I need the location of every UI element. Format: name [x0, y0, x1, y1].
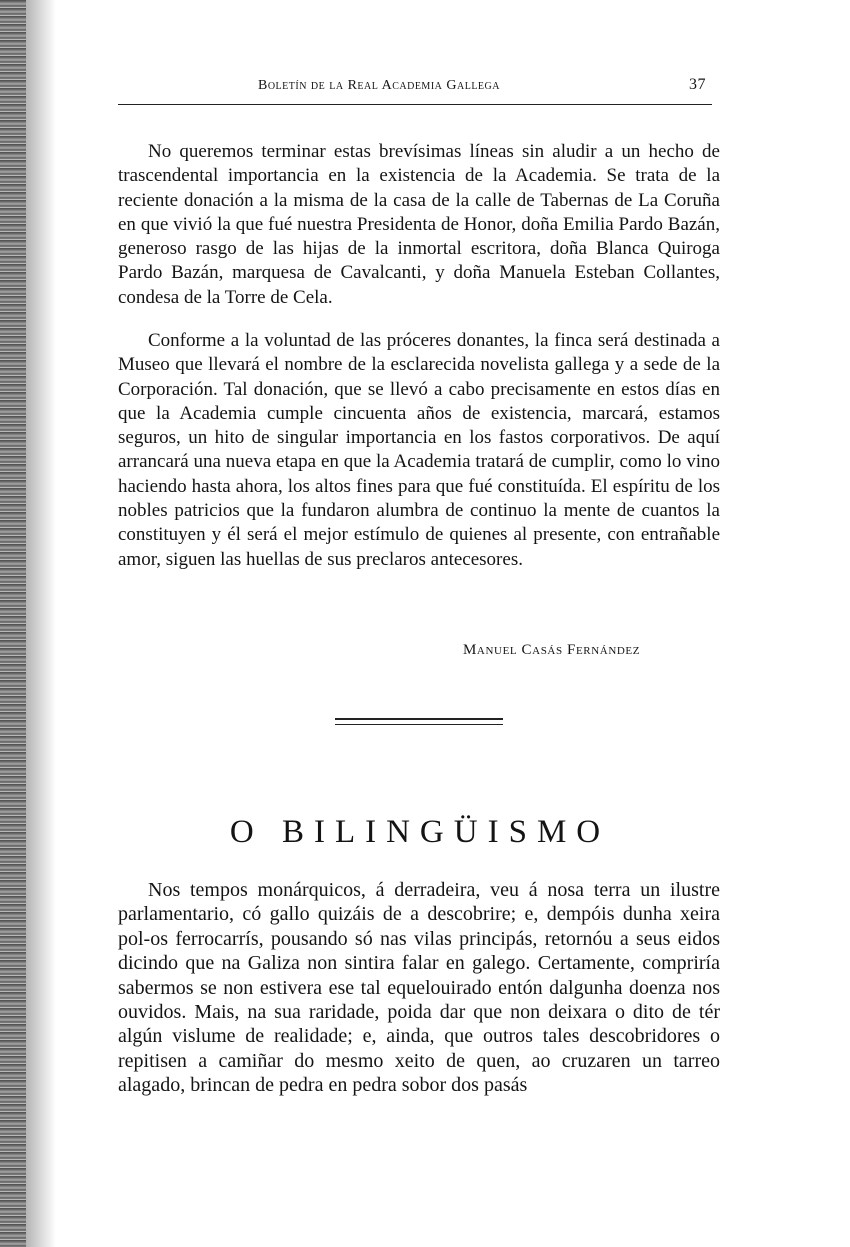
journal-title: Boletín de la Real Academia Gallega	[258, 78, 500, 93]
running-head	[118, 76, 712, 100]
article-title: O BILINGÜISMO	[229, 814, 611, 851]
book-spine-shadow	[0, 0, 26, 1247]
author-signature: Manuel Casás Fernández	[463, 642, 641, 658]
article2-paragraph-1: Nos tempos monárquicos, á derradeira, veu á nosa terra un ilustre parlamentario, có gallo quizáis de a descobrire; e, dempóis dunha xeira pol-os ferrocarrís, pousando só nas vilas principás, retornóu a seus eidos dicindo que na Galiza non sintira falar en galego. Certamente, compriría sabermos se non estivera ese tal equelouirado entón dalgunha doenza nos ouvidos. Mais, na sua raridade, poida dar que non deixara o dito de tér algún vislume de realidade; e, ainda, que outros tales descobridores o repitisen a camiñar do mesmo xeito de quen, ao cruzaren un tarreo alagado, brincan de pedra en pedra sobor dos pasás	[118, 879, 720, 1097]
article1-paragraph-1: No queremos terminar estas brevísimas líneas sin aludir a un hecho de trascendental importancia en la existencia de la Academia. Se trata de la reciente donación a la misma de la casa de la calle de Tabernas de La Coruña en que vivió la que fué nuestra Presidenta de Honor, doña Emilia Pardo Bazán, generoso rasgo de las hijas de la inmortal escritora, doña Blanca Quiroga Pardo Bazán, marquesa de Cavalcanti, y doña Manuela Esteban Collantes, condesa de la Torre de Cela.	[118, 141, 720, 308]
header-rule	[118, 104, 712, 105]
section-divider-top	[335, 718, 503, 720]
page-number: 37	[689, 76, 706, 93]
gutter-shadow	[26, 0, 56, 1247]
section-divider-bottom	[335, 724, 503, 725]
article1-paragraph-2: Conforme a la voluntad de las próceres donantes, la finca será destinada a Museo que llevará el nombre de la esclarecida novelista gallega y a sede de la Corporación. Tal donación, que se llevó a cabo precisamente en estos días en que la Academia cumple cincuenta años de existencia, marcará, estamos seguros, un hito de singular importancia en los fastos corporativos. De aquí arrancará una nueva etapa en que la Academia tratará de cumplir, como lo vino haciendo hasta ahora, los altos fines para que fué constituída. El espíritu de los nobles patricios que la fundaron alumbra de continuo la mente de cuantos la constituyen y él será el mejor estímulo de quienes al presente, con entrañable amor, siguen las huellas de sus preclaros antecesores.	[118, 330, 720, 570]
